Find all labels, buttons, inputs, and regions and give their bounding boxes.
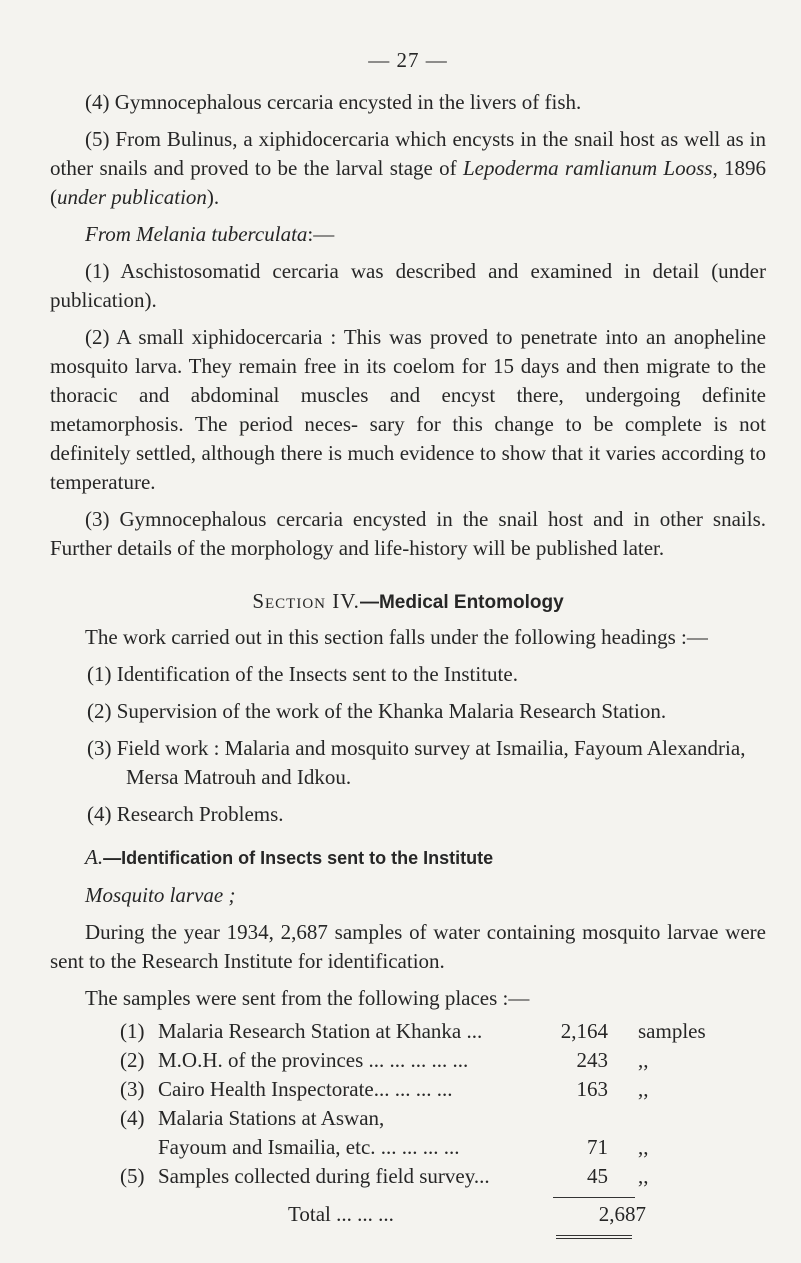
- table-row: [120, 1104, 766, 1133]
- total-double-rule: [556, 1235, 632, 1239]
- subsection-a-title: —Identification of Insects sent to the Institute: [103, 848, 494, 868]
- row-place: Malaria Stations at Aswan,: [158, 1106, 385, 1130]
- total-rule: [553, 1197, 635, 1198]
- table-row: [120, 1046, 766, 1075]
- page-number: — 27 —: [368, 48, 448, 72]
- total-row: [120, 1200, 766, 1229]
- row-place: [158, 1162, 548, 1191]
- row-unit: ,,: [638, 1048, 649, 1072]
- larvae-paragraph-1: During the year 1934, 2,687 samples of water containing mosquito larvae were sent to the Research Institute for identification.: [50, 920, 766, 973]
- row-unit: ,,: [638, 1135, 649, 1159]
- row-place-text: Malaria Research Station at Khanka: [158, 1019, 462, 1043]
- melania-heading: [50, 220, 766, 249]
- row-number: (1): [120, 1019, 145, 1043]
- row-place: [158, 1017, 548, 1046]
- row-unit: ,,: [638, 1077, 649, 1101]
- paragraph-item-4: (4) Gymnocephalous cercaria encysted in the livers of fish.: [85, 90, 582, 114]
- paragraph-item-5: [50, 125, 766, 212]
- paragraph-melania-1: (1) Aschistosomatid cercaria was described and examined in detail (under publication).: [50, 259, 766, 312]
- row-place-text: Cairo Health Inspectorate...: [158, 1077, 390, 1101]
- row-number: (3): [120, 1077, 145, 1101]
- melania-heading-colon: :—: [307, 222, 335, 246]
- total-label-cell: [158, 1200, 586, 1229]
- total-dots: ... ... ...: [336, 1202, 394, 1226]
- table-row-continued: [120, 1133, 766, 1162]
- row-place: [120, 1133, 548, 1162]
- row-count: 2,164: [560, 1019, 608, 1043]
- row-count: 45: [587, 1164, 608, 1188]
- item5-text-mid: , 1896 (: [50, 156, 767, 209]
- section-iv-label: Section IV.: [252, 589, 360, 613]
- species-name: Lepoderma ramlianum Looss: [462, 156, 713, 180]
- row-dots: ... ... ... ...: [380, 1135, 460, 1159]
- table-row: [120, 1017, 766, 1046]
- row-count: 163: [576, 1077, 608, 1101]
- section-iv-heading-3: (3) Field work : Malaria and mosquito survey at Ismailia, Fayoum Alexandria, Mersa Matrouh and Idkou.: [87, 736, 746, 789]
- melania-heading-text: From Melania tuberculata: [85, 222, 308, 246]
- section-iv-heading-1: (1) Identification of the Insects sent to the Institute.: [87, 662, 518, 686]
- section-iv-heading: [50, 587, 766, 617]
- row-place: [158, 1046, 548, 1075]
- row-unit: ,,: [638, 1164, 649, 1188]
- samples-table: [120, 1017, 766, 1239]
- row-place: [158, 1075, 548, 1104]
- larvae-paragraph-2: The samples were sent from the following places :—: [85, 986, 530, 1010]
- section-iv-heading-2: (2) Supervision of the work of the Khanka Malaria Research Station.: [87, 699, 667, 723]
- row-number: (5): [120, 1164, 145, 1188]
- subsection-a-heading: [50, 843, 766, 873]
- section-iv-title: —Medical Entomology: [359, 592, 564, 613]
- paragraph-melania-3: (3) Gymnocephalous cercaria encysted in the snail host and in other snails. Further details of the morphology and life-history will be published later.: [50, 507, 766, 560]
- item5-text-end: ).: [206, 185, 220, 209]
- total-value: 2,687: [598, 1202, 646, 1226]
- subsection-a-letter: A.: [85, 845, 104, 869]
- mosquito-larvae-heading: [50, 881, 766, 910]
- row-place-text: Fayoum and Ismailia, etc.: [158, 1135, 376, 1159]
- row-count: 243: [576, 1048, 608, 1072]
- row-unit: samples: [638, 1019, 706, 1043]
- row-place-text: M.O.H. of the provinces: [158, 1048, 364, 1072]
- mosquito-larvae-heading-text: Mosquito larvae ;: [85, 883, 236, 907]
- row-number: (2): [120, 1048, 145, 1072]
- publication-note: under publication: [57, 185, 207, 209]
- row-place-text: Samples collected during field survey...: [158, 1164, 490, 1188]
- section-iv-intro: The work carried out in this section falls under the following headings :—: [85, 625, 708, 649]
- row-dots: ... ... ...: [394, 1077, 453, 1101]
- row-dots: ... ... ... ... ...: [368, 1048, 469, 1072]
- item5-text-pre: (5) From Bulinus, a xiphidocercaria which encysts in the snail host as well as in other snails and proved to be the larval stage of: [50, 127, 766, 180]
- row-dots: ...: [466, 1019, 483, 1043]
- paragraph-melania-2: (2) A small xiphidocercaria : This was proved to penetrate into an anopheline mosquito larva. They remain free in its coelom for 15 days and then migrate to the thoracic and abdominal muscles and encyst there, undergoing definite metamorphosis. The period neces- sary for this change to be complete is not definitely settled, although there is much evidence to show that it varies according to temperature.: [50, 325, 766, 494]
- table-row: [120, 1075, 766, 1104]
- section-iv-heading-4: (4) Research Problems.: [87, 802, 284, 826]
- row-count: 71: [587, 1135, 608, 1159]
- table-row: [120, 1162, 766, 1191]
- total-label: Total: [288, 1202, 331, 1226]
- row-number: (4): [120, 1106, 145, 1130]
